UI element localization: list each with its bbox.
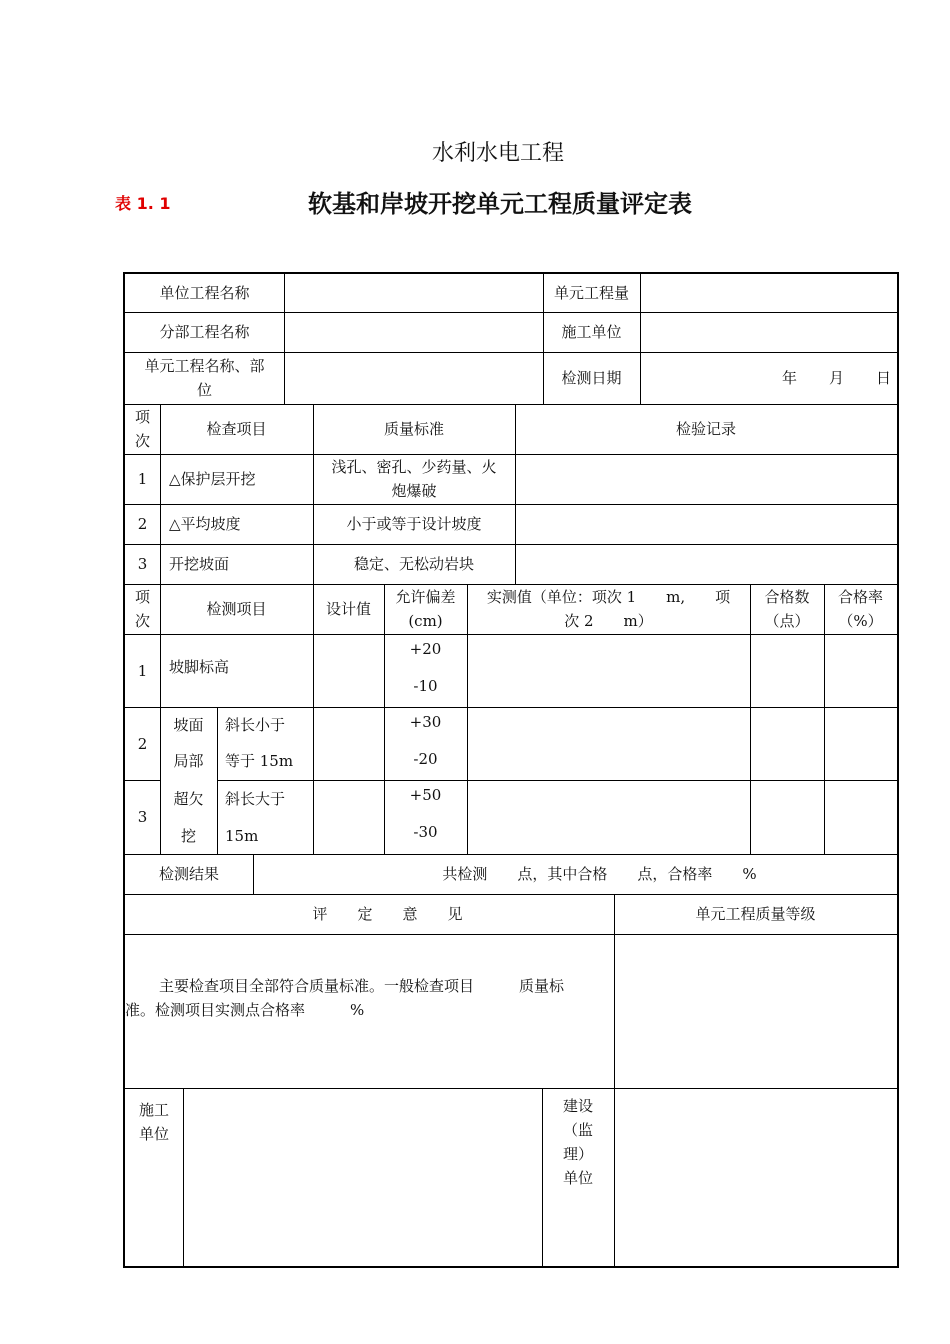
measure-row-no: 1 — [137, 661, 148, 680]
supervision-line4: 单位 — [562, 1169, 593, 1187]
group-label-line4: 挖 — [180, 826, 196, 845]
inspection-row-record[interactable] — [516, 504, 897, 544]
group-label-line2: 局部 — [173, 752, 204, 770]
header-check-item: 检查项目 — [206, 420, 267, 438]
opinion-line2: 准。检测项目实测点合格率 % — [125, 1001, 365, 1019]
label-element-name-line2: 位 — [196, 381, 212, 399]
sub-item-line1: 斜长小于 — [225, 716, 286, 734]
standard-line1: 浅孔、密孔、少药量、火 — [331, 458, 497, 476]
inspection-row-record[interactable] — [516, 454, 897, 504]
measure-row-no: 3 — [137, 808, 148, 826]
inspection-row-item: △平均坡度 — [169, 515, 241, 533]
header-rate-line2: （%） — [838, 612, 883, 630]
field-unit-quantity[interactable] — [641, 274, 897, 312]
measure-actual-field[interactable] — [468, 634, 750, 707]
measure-design-field[interactable] — [313, 634, 384, 707]
inspection-row-item: 开挖坡面 — [169, 555, 230, 573]
date-day: 日 — [875, 369, 891, 387]
opinion-line1: 主要检查项目全部符合质量标准。一般检查项目 质量标 — [159, 977, 565, 995]
header-design-value: 设计值 — [325, 600, 371, 618]
header-evaluation-opinion: 评 定 意 见 — [312, 905, 463, 923]
measure-rate-field[interactable] — [825, 634, 897, 707]
measure-result-text: 共检测 点，其中合格 点，合格率 % — [442, 865, 757, 883]
supervision-line3: 理） — [562, 1145, 593, 1163]
evaluation-opinion-text — [125, 974, 614, 1034]
label-construction-unit: 施工单位 — [561, 323, 622, 341]
measure-row-no: 2 — [137, 734, 148, 753]
header-pass-line1: 合格数 — [764, 588, 810, 606]
measure-rate-field[interactable] — [825, 707, 897, 780]
inspection-row-standard — [313, 454, 515, 504]
header-tolerance — [384, 584, 467, 634]
table-number: 表 1. 1 — [115, 194, 171, 213]
construction-sign-field[interactable] — [184, 1089, 542, 1266]
header-actual-line2: 次 2 m） — [564, 612, 653, 630]
header-pass-line2: （点） — [764, 612, 810, 630]
tolerance-minus: -30 — [413, 823, 438, 841]
sub-item-line2: 等于 15m — [225, 752, 294, 770]
header-item-no — [125, 404, 160, 454]
tolerance-minus: -10 — [413, 677, 438, 695]
inspection-row-standard: 小于或等于设计坡度 — [346, 515, 482, 533]
tolerance-minus: -20 — [413, 750, 438, 768]
header-measure-item: 检测项目 — [206, 600, 267, 618]
measure-actual-field[interactable] — [468, 780, 750, 854]
inspection-row-record[interactable] — [516, 544, 897, 584]
inspection-row-no: 2 — [137, 515, 148, 533]
quality-grade-field[interactable] — [615, 935, 897, 1088]
supervision-sign-field[interactable] — [615, 1089, 897, 1266]
measure-pass-field[interactable] — [751, 707, 824, 780]
label-element-name — [125, 352, 284, 404]
date-month: 月 — [828, 369, 844, 387]
field-sub-project-name[interactable] — [285, 312, 543, 352]
measure-row-item: 坡脚标高 — [169, 657, 230, 676]
measure-pass-field[interactable] — [751, 634, 824, 707]
label-construction-sign — [125, 1092, 183, 1152]
tolerance-plus: +20 — [409, 640, 442, 658]
header-tolerance-line2: (cm) — [408, 612, 443, 630]
pre-title: 水利水电工程 — [431, 141, 564, 166]
label-sub-project-name: 分部工程名称 — [159, 323, 250, 341]
group-label-line1: 坡面 — [173, 716, 204, 734]
header-inspection-record: 检验记录 — [675, 420, 736, 438]
tolerance-plus: +30 — [409, 713, 442, 731]
label-unit-quantity: 单元工程量 — [553, 284, 629, 302]
header-quality-grade: 单元工程质量等级 — [695, 905, 816, 923]
header-item-no-line1: 项 — [134, 408, 150, 426]
label-inspection-date: 检测日期 — [561, 369, 622, 387]
header-item-no-line2: 次 — [134, 432, 150, 450]
header-actual-value — [467, 584, 750, 634]
header-tolerance-line1: 允许偏差 — [395, 588, 456, 606]
field-construction-unit[interactable] — [641, 312, 897, 352]
inspection-row-standard: 稳定、无松动岩块 — [353, 555, 474, 573]
measure-rate-field[interactable] — [825, 780, 897, 854]
header-quality-standard: 质量标准 — [383, 420, 444, 438]
label-supervision-sign — [542, 1092, 614, 1192]
measure-design-field[interactable] — [313, 707, 384, 780]
label-element-name-line1: 单元工程名称、部 — [144, 357, 265, 375]
measure-actual-field[interactable] — [468, 707, 750, 780]
quality-evaluation-form — [123, 272, 899, 1268]
tolerance-plus: +50 — [409, 786, 442, 804]
inspection-row-item: △保护层开挖 — [169, 470, 256, 488]
field-inspection-date[interactable] — [641, 352, 897, 404]
date-year: 年 — [781, 369, 797, 387]
group-label-line3: 超欠 — [173, 789, 204, 808]
form-title: 软基和岸坡开挖单元工程质量评定表 — [308, 190, 692, 218]
field-element-name[interactable] — [285, 352, 543, 404]
header-item-no-line2: 次 — [134, 612, 150, 630]
construction-line1: 施工 — [138, 1101, 169, 1119]
field-unit-project-name[interactable] — [285, 274, 543, 312]
construction-line2: 单位 — [138, 1125, 169, 1143]
standard-line2: 炮爆破 — [391, 482, 437, 500]
measure-design-field[interactable] — [313, 780, 384, 854]
inspection-row-no: 3 — [137, 555, 148, 573]
header-item-no — [125, 584, 160, 634]
label-measure-result: 检测结果 — [158, 865, 219, 883]
supervision-line2: （监 — [562, 1121, 593, 1139]
supervision-line1: 建设 — [562, 1097, 593, 1115]
inspection-row-no: 1 — [137, 470, 148, 488]
measure-pass-field[interactable] — [751, 780, 824, 854]
sub-item-line2: 15m — [225, 826, 259, 845]
label-unit-project-name: 单位工程名称 — [159, 284, 250, 302]
sub-item-line1: 斜长大于 — [225, 789, 286, 808]
header-pass-count — [750, 584, 824, 634]
header-actual-line1: 实测值（单位：项次 1 m, 项 — [486, 588, 731, 606]
header-item-no-line1: 项 — [134, 588, 150, 606]
header-rate-line1: 合格率 — [837, 588, 883, 606]
header-pass-rate — [824, 584, 897, 634]
